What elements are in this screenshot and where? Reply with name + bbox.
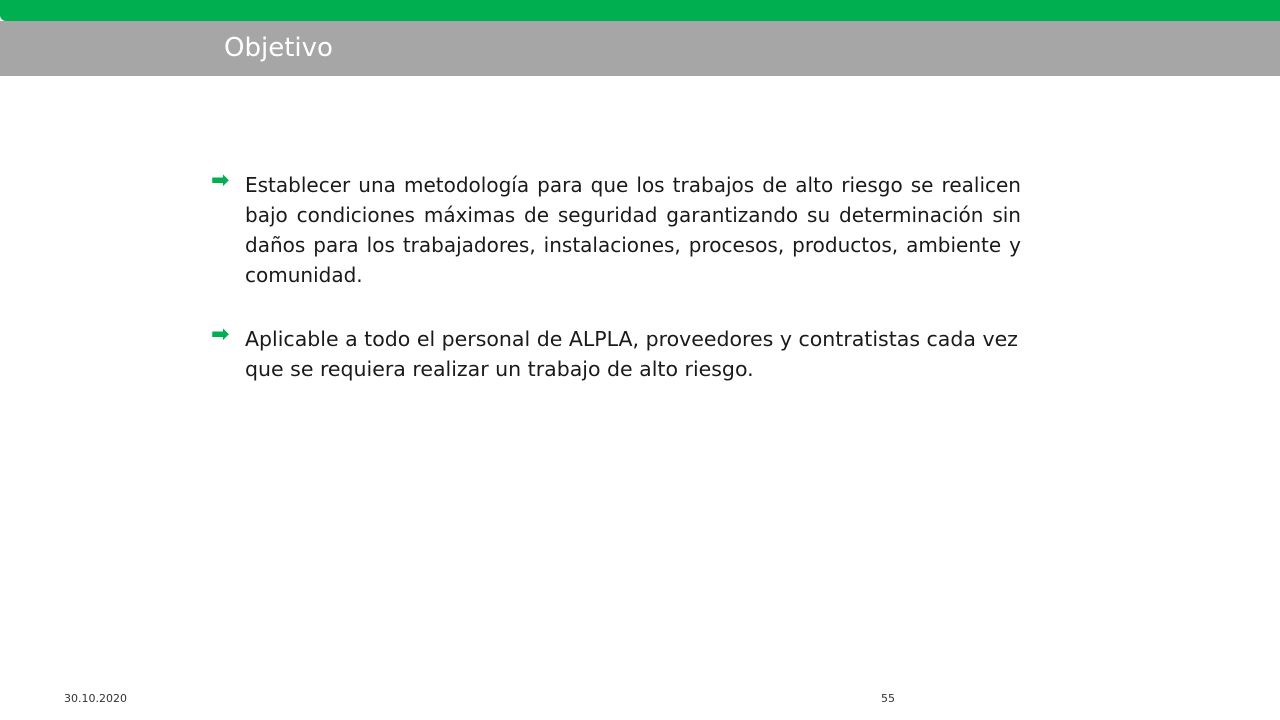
header-accent-bar xyxy=(0,0,1280,21)
bullet-item-objective xyxy=(211,170,1021,290)
bullet-item-scope xyxy=(211,324,1021,384)
right-arrow-icon: ➡ xyxy=(211,168,230,193)
right-arrow-icon: ➡ xyxy=(211,322,230,347)
bullet-text: Establecer una metodología para que los trabajos de alto riesgo se realicen bajo condiciones máximas de seguridad garantizando su determinación sin daños para los trabajadores, instalaciones, procesos, productos, ambiente y comunidad. xyxy=(245,173,1021,287)
footer-page-number: 55 xyxy=(881,692,895,705)
header-title-bar xyxy=(0,21,1280,76)
slide-title: Objetivo xyxy=(224,33,333,63)
footer-date: 30.10.2020 xyxy=(64,692,127,705)
bullet-text: Aplicable a todo el personal de ALPLA, proveedores y contratistas cada vez que se requiera realizar un trabajo de alto riesgo. xyxy=(245,327,1018,381)
